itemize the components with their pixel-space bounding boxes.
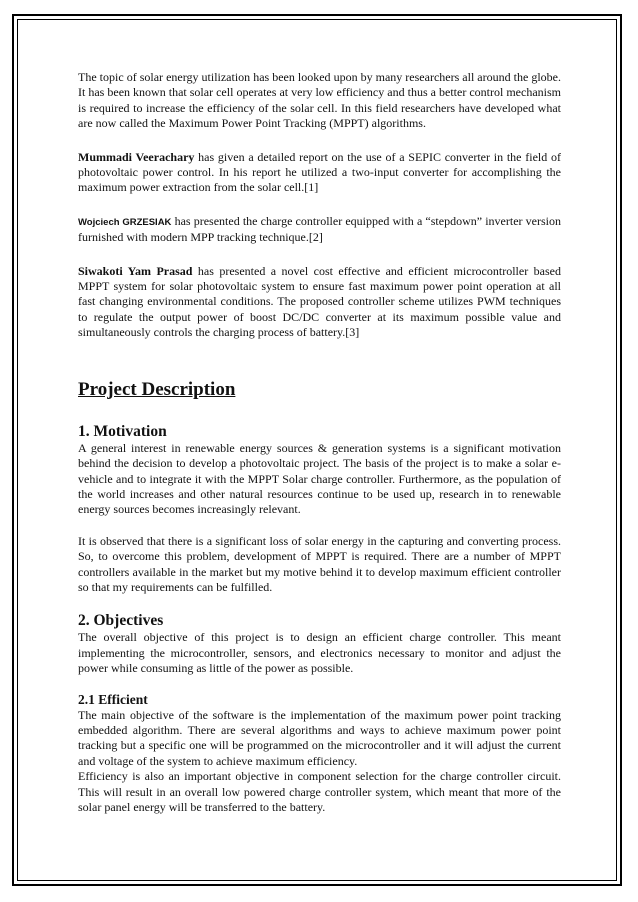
literature-veerachary bbox=[78, 150, 561, 196]
efficient-paragraph-2: Efficiency is also an important objective in component selection for the charge controller circuit. This will result in an overall low powered charge controller system, which meant that more of the solar panel energy will be transferred to the battery. bbox=[78, 769, 561, 814]
motivation-heading: 1. Motivation bbox=[78, 422, 167, 440]
efficient-paragraph-1: The main objective of the software is the implementation of the maximum power point tracking embedded algorithm. There are several algorithms and ways to achieve maximum power point tracking but a specific one will be programmed on the microcontroller and it will adjust the current and voltage of the system to achieve maximum efficiency. bbox=[78, 707, 561, 768]
intro-paragraph: The topic of solar energy utilization has been looked upon by many researchers all around the globe. It has been known that solar cell operates at very low efficiency and thus a better control mechanism is required to increase the efficiency of the solar cell. In this field researchers have developed what are now called the Maximum Power Point Tracking (MPPT) algorithms. bbox=[78, 70, 561, 131]
literature-text: has presented the charge controller equipped with a “stepdown” inverter version furnished with modern MPP tracking technique.[2] bbox=[78, 213, 561, 245]
author-last-name: GRZESIAK bbox=[122, 216, 172, 228]
literature-grzesiak bbox=[78, 214, 561, 246]
author-name: Mummadi Veerachary bbox=[78, 149, 195, 164]
literature-prasad bbox=[78, 264, 561, 341]
section-title: Project Description bbox=[78, 378, 236, 400]
document-body bbox=[78, 70, 561, 833]
author-name: Siwakoti Yam Prasad bbox=[78, 263, 193, 278]
literature-text: has given a detailed report on the use of a SEPIC converter in the field of photovoltaic power control. In his report he utilized a two-input converter for accomplishing the maximum power extraction from the solar cell.[1] bbox=[78, 149, 561, 195]
literature-text: has presented a novel cost effective and efficient microcontroller based MPPT system for solar photovoltaic system to ensure fast maximum power point operation at all fast changing environmental conditions. The proposed controller scheme utilizes PWM techniques to regulate the output power of boost DC/DC converter at its maximum possible value and simultaneously controls the charging process of battery.[3] bbox=[78, 263, 561, 340]
motivation-paragraph-1: A general interest in renewable energy sources & generation systems is a significant motivation behind the decision to develop a photovoltaic project. The basis of the project is to make a solar e-vehicle and to integrate it with the MPPT Solar charge controller. Furthermore, as the population of the world increases and other natural resources continue to be used up, research in to renewable energy sources becomes increasingly relevant. bbox=[78, 440, 561, 517]
motivation-paragraph-2: It is observed that there is a significant loss of solar energy in the capturing and converting process. So, to overcome this problem, development of MPPT is required. There are a number of MPPT controllers available in the market but my motive behind it to develop maximum efficient controller so that my requirements can be fulfilled. bbox=[78, 533, 561, 594]
author-first-name: Wojciech bbox=[78, 216, 123, 228]
objectives-heading: 2. Objectives bbox=[78, 612, 164, 630]
efficient-heading: 2.1 Efficient bbox=[78, 691, 148, 707]
objectives-paragraph: The overall objective of this project is to design an efficient charge controller. This meant implementing the microcontroller, sensors, and electronics necessary to monitor and adjust the power while consuming as little of the power as possible. bbox=[78, 630, 561, 676]
